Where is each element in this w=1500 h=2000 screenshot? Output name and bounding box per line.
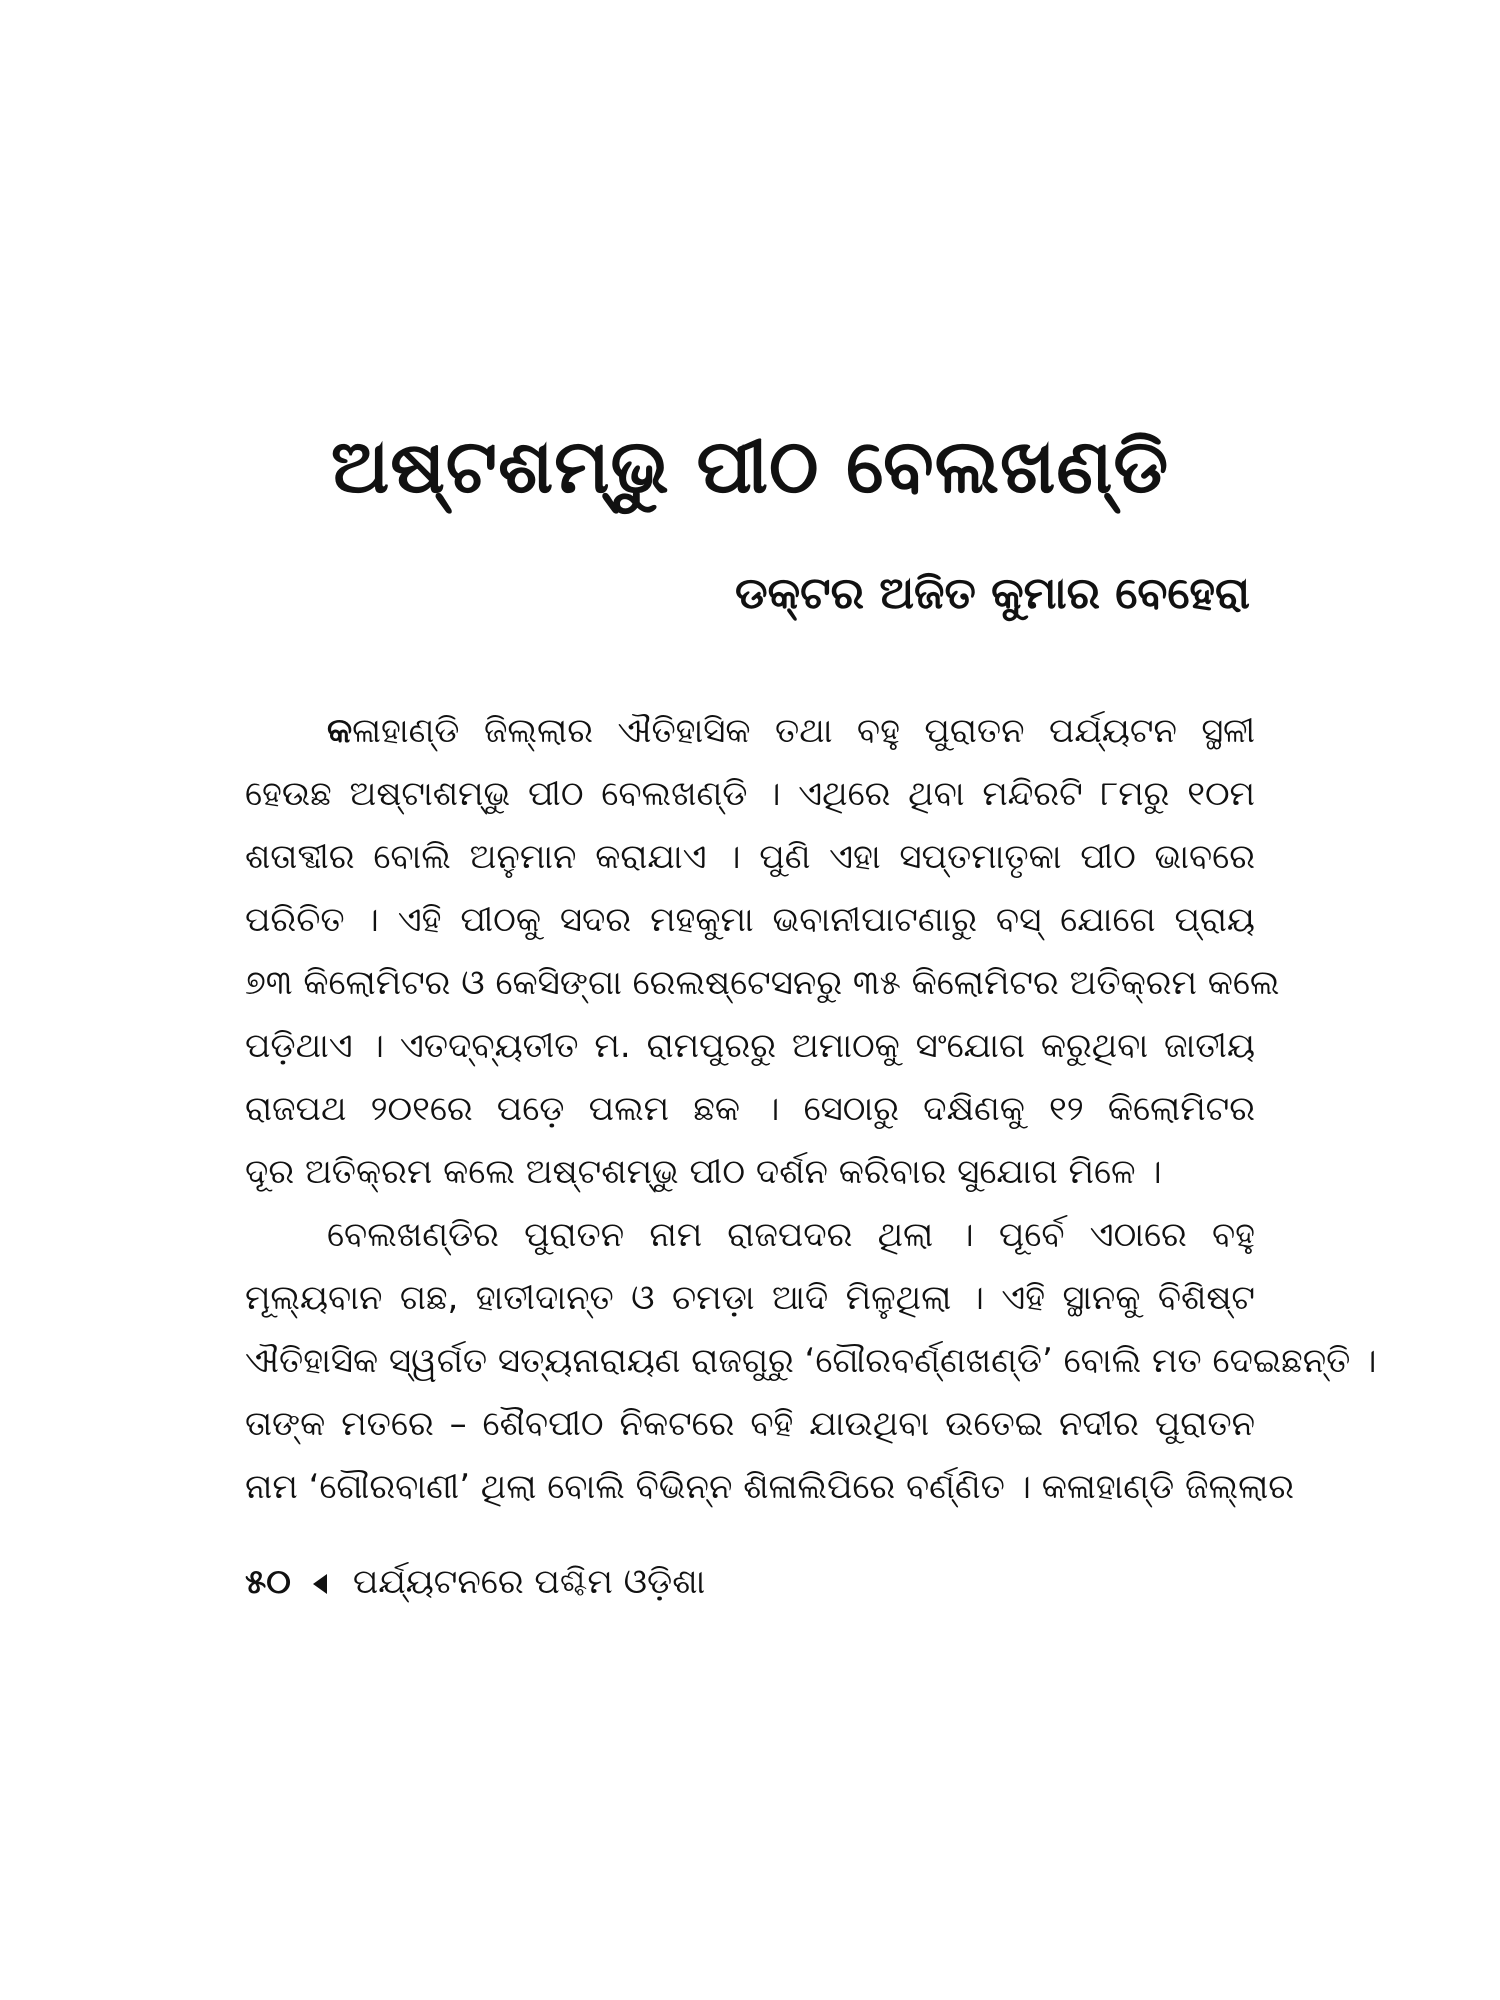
text-line: ନାମ ‘ଗୌରବାଣୀ’ ଥିଲା ବୋଲି ବିଭିନ୍ନ ଶିଳାଲିପିରେ ବର୍ଣ୍ଣିତ । କଳାହାଣ୍ଡି ଜିଲ୍ଲାର [245,1467,1295,1507]
text-line: ଐତିହାସିକ ସ୍ୱର୍ଗତ ସତ୍ୟନାରାୟଣ ରାଜଗୁରୁ ‘ଗୌରବର୍ଣ୍ଣଖଣ୍ଡି’ ବୋଲି ମତ ଦେଇଛନ୍ତି । [245,1341,1377,1381]
text-line: ତାଙ୍କ ମତରେ – ଶୈବପୀଠ ନିକଟରେ ବହି ଯାଉଥିବା ଉତେଇ ନଦୀର ପୁରାତନ [245,1404,1255,1444]
text-line [245,700,1255,763]
text-line: ରାଜପଥ ୨୦୧ରେ ପଡ଼େ ପଲମ ଛକ । ସେଠାରୁ ଦକ୍ଷିଣକୁ ୧୨ କିଲୋମିଟର [245,1089,1255,1129]
book-title: ପର୍ଯ୍ୟଟନରେ ପଶ୍ଚିମ ଓଡ଼ିଶା [352,1562,706,1602]
author-name: ଡକ୍ଟର ଅଜିତ କୁମାର ବେହେରା [735,568,1250,619]
text-line: ମୂଲ୍ୟବାନ ଗଛ, ହାତୀଦାନ୍ତ ଓ ଚମଡ଼ା ଆଦି ମିଳୁଥିଲା । ଏହି ସ୍ଥାନକୁ ବିଶିଷ୍ଟ [245,1278,1255,1318]
article-title: ଅଷ୍ଟଶମ୍ଭୁ ପୀଠ ବେଲଖଣ୍ଡି [330,424,1170,510]
text-line: ୭୩ କିଲୋମିଟର ଓ କେସିଙ୍ଗା ରେଲଷ୍ଟେସନରୁ ୩୫ କିଲୋମିଟର ଅତିକ୍ରମ କଲେ [245,963,1280,1003]
text-line: ପଡ଼ିଥାଏ । ଏତଦ୍‌ବ୍ୟତୀତ ମ. ରାମପୁରରୁ ଅମାଠକୁ ସଂଯୋଗ କରୁଥିବା ଜାତୀୟ [245,1026,1255,1066]
article-body [245,700,1377,1519]
text-line: ହେଉଛ ଅଷ୍ଟାଶମ୍ଭୁ ପୀଠ ବେଲଖଣ୍ଡି । ଏଥିରେ ଥିବା ମନ୍ଦିରଟି ୮ମରୁ ୧୦ମ [245,774,1255,814]
text-line: ବେଲଖଣ୍ଡିର ପୁରାତନ ନାମ ରାଜପଦର ଥିଲା । ପୂର୍ବେ ଏଠାରେ ବହୁ [327,1215,1255,1255]
text-line-content: ଳାହାଣ୍ଡି ଜିଲ୍ଲାର ଐତିହାସିକ ତଥା ବହୁ ପୁରାତନ ପର୍ଯ୍ୟଟନ ସ୍ଥଳୀ [352,711,1255,751]
text-line: ଶତାବ୍ଦୀର ବୋଲି ଅନୁମାନ କରାଯାଏ । ପୁଣି ଏହା ସପ୍ତମାତୃକା ପୀଠ ଭାବରେ [245,837,1255,877]
text-line: ପରିଚିତ । ଏହି ପୀଠକୁ ସଦର ମହକୁମା ଭବାନୀପାଟଣାରୁ ବସ୍ ଯୋଗେ ପ୍ରାୟ [245,900,1255,940]
drop-cap: କ [327,711,353,751]
page-footer [245,1562,705,1603]
left-triangle-icon [313,1574,327,1594]
page-number: ୫୦ [245,1562,291,1602]
text-line: ଦୂର ଅତିକ୍ରମ କଲେ ଅଷ୍ଟଶମ୍ଭୁ ପୀଠ ଦର୍ଶନ କରିବାର ସୁଯୋଗ ମିଳେ । [245,1152,1162,1192]
